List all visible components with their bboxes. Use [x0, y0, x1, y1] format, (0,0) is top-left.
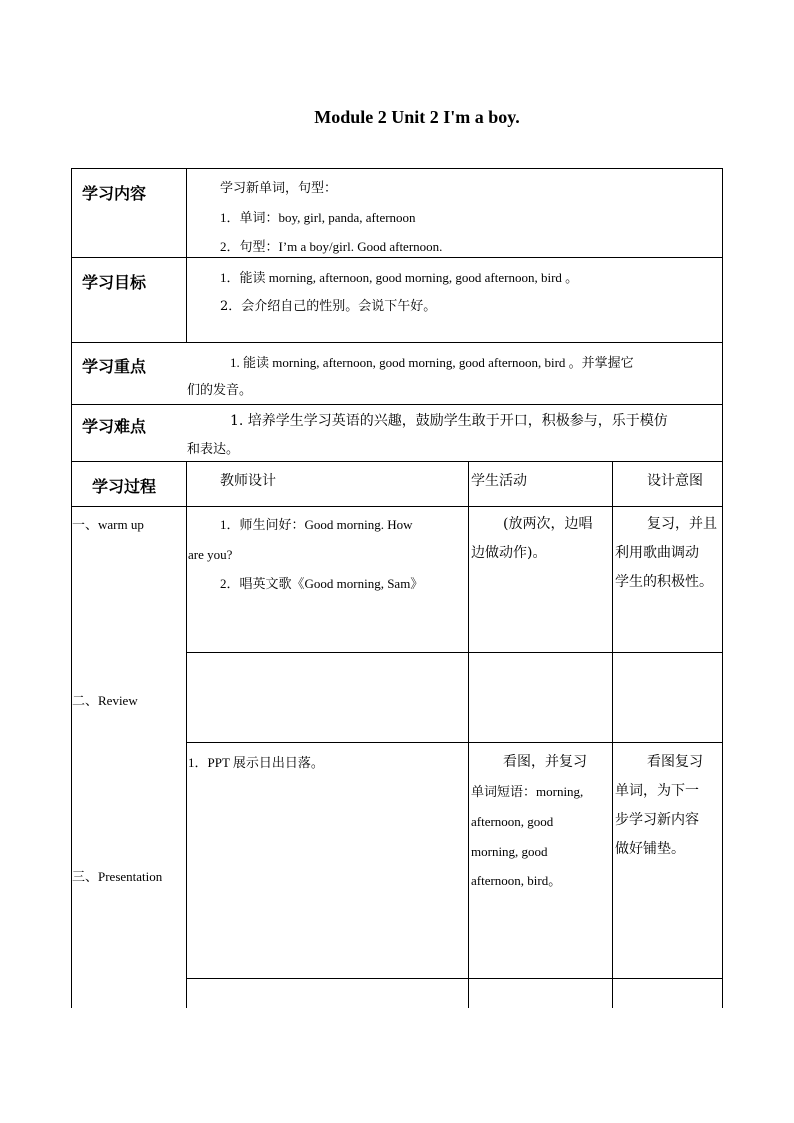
step-review: 二、Review [72, 693, 138, 708]
difficulty-line-1: 1. 培养学生学习英语的兴趣，鼓励学生敢于开口，积极参与，乐于模仿 [230, 413, 668, 429]
warmup-teacher-1: 1．师生问好：Good morning. How [220, 517, 413, 532]
step-presentation: 三、Presentation [72, 869, 163, 884]
presentation-student-5: afternoon, bird。 [471, 873, 562, 888]
warmup-intent-1: 复习，并且 [647, 516, 717, 532]
col-header-student: 学生活动 [471, 473, 527, 489]
presentation-teacher-1: 1．PPT 展示日出日落。 [188, 755, 324, 770]
warmup-teacher-3: 2．唱英文歌《Good morning, Sam》 [220, 576, 424, 591]
warmup-student-1: (放两次，边唱 [503, 516, 593, 532]
goal-line-1: 1．能读 morning, afternoon, good morning, good afternoon, bird 。 [220, 270, 579, 285]
presentation-intent-1: 看图复习 [647, 754, 703, 770]
key-line-1: 1. 能读 morning, afternoon, good morning, good afternoon, bird 。并掌握它 [230, 355, 634, 370]
row-label-key: 学习重点 [82, 357, 147, 376]
presentation-student-3: afternoon, good [471, 814, 554, 829]
difficulty-line-2: 和表达。 [187, 442, 240, 457]
row-label-process: 学习过程 [92, 477, 157, 496]
warmup-teacher-2: are you? [188, 547, 233, 562]
row-label-difficulty: 学习难点 [82, 417, 147, 436]
document-title: Module 2 Unit 2 I'm a boy. [314, 107, 520, 127]
presentation-student-1: 看图，并复习 [503, 754, 587, 770]
goal-line-2: 2．会介绍自己的性别。会说下午好。 [220, 299, 437, 314]
key-line-2: 们的发音。 [187, 383, 253, 398]
presentation-intent-3: 步学习新内容 [615, 812, 699, 828]
presentation-student-4: morning, good [471, 844, 548, 859]
step-warm-up: 一、warm up [72, 517, 144, 532]
content-line-2: 1．单词：boy, girl, panda, afternoon [220, 210, 416, 225]
warmup-intent-2: 利用歌曲调动 [615, 545, 699, 561]
content-line-1: 学习新单词，句型： [220, 181, 338, 196]
row-label-goal: 学习目标 [82, 273, 147, 292]
warmup-intent-3: 学生的积极性。 [615, 574, 713, 590]
presentation-student-2: 单词短语：morning, [471, 784, 584, 799]
presentation-intent-4: 做好铺垫。 [615, 841, 685, 857]
warmup-student-2: 边做动作)。 [471, 545, 547, 561]
col-header-teacher: 教师设计 [220, 473, 276, 489]
content-line-3: 2．句型：I’m a boy/girl. Good afternoon. [220, 239, 443, 254]
col-header-intent: 设计意图 [647, 473, 703, 489]
presentation-intent-2: 单词，为下一 [615, 783, 699, 799]
row-label-content: 学习内容 [82, 184, 147, 203]
